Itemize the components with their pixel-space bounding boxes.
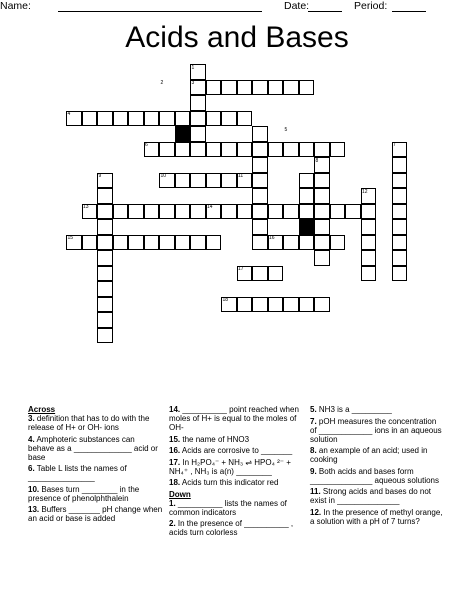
grid-cell[interactable] (97, 188, 113, 204)
clue-num: 14. (169, 405, 181, 414)
grid-cell[interactable] (82, 235, 98, 251)
name-field[interactable] (58, 11, 262, 12)
clue-number: 4 (67, 111, 71, 117)
clue-number: 12 (362, 188, 368, 195)
clue-num: 6. (28, 464, 35, 473)
clue-item (169, 405, 304, 432)
grid-cell[interactable] (237, 142, 253, 158)
grid-cell[interactable] (268, 142, 284, 158)
down-clues-column (310, 405, 445, 528)
grid-cell[interactable] (330, 235, 346, 251)
grid-cell[interactable] (159, 142, 175, 158)
grid-cell[interactable] (392, 219, 408, 235)
grid-cell[interactable] (190, 80, 206, 96)
grid-cell[interactable] (97, 173, 113, 189)
grid-cell[interactable] (268, 235, 284, 251)
clue-num: 2. (169, 519, 176, 528)
grid-cell[interactable] (190, 111, 206, 127)
clue-num: 15. (169, 434, 181, 444)
grid-cell[interactable] (221, 297, 237, 313)
grid-cell[interactable] (97, 111, 113, 127)
grid-cell[interactable] (314, 235, 330, 251)
clue-item (169, 478, 304, 487)
grid-cell[interactable] (175, 111, 191, 127)
grid-cell[interactable] (97, 297, 113, 313)
grid-cell[interactable] (314, 250, 330, 266)
grid-cell[interactable] (252, 173, 268, 189)
grid-cell[interactable] (314, 219, 330, 235)
clue-num: 18. (169, 478, 181, 487)
period-field[interactable] (392, 11, 426, 12)
grid-cell[interactable] (66, 235, 82, 251)
clue-text: __________ point reached when moles of H+ is equal to the moles of OH- (169, 405, 299, 432)
grid-cell[interactable] (206, 235, 222, 251)
grid-cell[interactable] (252, 80, 268, 96)
grid-cell[interactable] (175, 142, 191, 158)
clue-text: Buffers _______ pH change when an acid or base is added (28, 505, 163, 523)
clue-item (310, 487, 445, 505)
clue-num: 7. (310, 416, 317, 426)
grid-cell[interactable] (252, 235, 268, 251)
grid-cell[interactable] (361, 188, 377, 204)
clue-item (310, 417, 445, 444)
clue-number: 5 (284, 126, 288, 133)
grid-cell[interactable] (299, 173, 315, 189)
grid-cell[interactable] (252, 188, 268, 204)
clue-number: 10 (160, 173, 167, 179)
clue-num: 4. (28, 434, 35, 444)
clue-num: 9. (310, 466, 317, 476)
grid-cell[interactable] (175, 235, 191, 251)
clue-text: In the presence of __________ , acids turn colorless (169, 519, 294, 537)
grid-cell[interactable] (97, 312, 113, 328)
across-clues-column (28, 405, 163, 526)
grid-cell[interactable] (97, 266, 113, 282)
grid-cell[interactable] (221, 80, 237, 96)
grid-cell[interactable] (113, 111, 129, 127)
clue-text: Both acids and bases form ______________ aqueous solutions (310, 466, 440, 485)
grid-cell[interactable] (252, 157, 268, 173)
clue-num: 13. (28, 505, 40, 514)
clue-item (28, 435, 163, 462)
grid-cell[interactable] (190, 142, 206, 158)
grid-cell[interactable] (392, 235, 408, 251)
grid-cell[interactable] (314, 297, 330, 313)
grid-cell[interactable] (299, 235, 315, 251)
grid-cell[interactable] (237, 204, 253, 220)
clue-text: Bases turn ________ in the presence of phenolphthalein (28, 484, 140, 503)
grid-cell[interactable] (237, 111, 253, 127)
clue-text: pOH measures the concentration of ____________ ions in an aqueous solution (310, 416, 442, 444)
clue-number: 14 (207, 204, 213, 210)
clue-num: 12. (310, 507, 322, 517)
grid-cell[interactable] (392, 204, 408, 220)
grid-cell[interactable] (283, 204, 299, 220)
grid-cell[interactable] (97, 235, 113, 251)
clue-num: 17. (169, 457, 181, 467)
clue-item (169, 499, 304, 517)
grid-cell[interactable] (221, 204, 237, 220)
clue-text: Amphoteric substances can behave as a _____________ acid or base (28, 434, 158, 462)
clue-number: 15 (67, 235, 74, 241)
clue-number: 1 (191, 64, 195, 71)
name-label: Name: (0, 0, 31, 12)
grid-block (175, 126, 191, 142)
clue-section-heading: Down (169, 489, 191, 499)
grid-cell[interactable] (283, 142, 299, 158)
clue-number: 7 (393, 142, 396, 148)
grid-cell[interactable] (268, 266, 284, 282)
grid-cell[interactable] (237, 297, 253, 313)
grid-cell[interactable] (361, 235, 377, 251)
date-field[interactable] (308, 11, 342, 12)
clue-item (28, 485, 163, 503)
clue-num: 8. (310, 446, 317, 455)
grid-cell[interactable] (206, 80, 222, 96)
grid-cell[interactable] (237, 266, 253, 282)
grid-cell[interactable] (82, 204, 98, 220)
clue-number: 11 (238, 173, 244, 179)
clue-item (310, 508, 445, 526)
grid-cell[interactable] (144, 204, 160, 220)
grid-cell[interactable] (159, 173, 175, 189)
clue-text: In H₂PO₄⁻ + NH₃ ⇌ HPO₄ ²⁻ + NH₄⁺ , NH₃ is a(n) ________ (169, 457, 291, 476)
grid-cell[interactable] (113, 204, 129, 220)
grid-cell[interactable] (221, 142, 237, 158)
grid-cell[interactable] (392, 266, 408, 282)
grid-cell[interactable] (221, 111, 237, 127)
clue-text: definition that has to do with the release of H+ or OH- ions (28, 414, 150, 432)
clue-number: 13 (83, 204, 89, 210)
grid-cell[interactable] (97, 328, 113, 344)
clue-text: Table L lists the names of _______________ (28, 464, 127, 482)
grid-cell[interactable] (252, 142, 268, 158)
grid-cell[interactable] (97, 250, 113, 266)
grid-cell[interactable] (237, 173, 253, 189)
page-title: Acids and Bases (125, 21, 349, 54)
grid-cell[interactable] (392, 173, 408, 189)
grid-cell[interactable] (299, 142, 315, 158)
clue-section-heading: Across (28, 405, 56, 414)
grid-cell[interactable] (268, 80, 284, 96)
date-label: Date: (284, 0, 310, 12)
grid-cell[interactable] (345, 204, 361, 220)
clue-text: the name of HNO3 (182, 434, 250, 444)
clue-item (169, 458, 304, 476)
grid-cell[interactable] (330, 142, 346, 158)
grid-cell[interactable] (66, 111, 82, 127)
clue-number: 3 (191, 80, 195, 86)
grid-cell[interactable] (175, 173, 191, 189)
grid-cell[interactable] (361, 250, 377, 266)
clue-number: 9 (98, 173, 102, 179)
grid-cell[interactable] (252, 126, 268, 142)
clue-text: Strong acids and bases do not exist in ______________ (310, 487, 431, 505)
grid-cell[interactable] (190, 204, 206, 220)
grid-cell[interactable] (144, 235, 160, 251)
grid-cell[interactable] (97, 204, 113, 220)
clue-number: 17 (238, 266, 244, 272)
grid-cell[interactable] (206, 204, 222, 220)
grid-cell[interactable] (252, 219, 268, 235)
clue-text: In the presence of methyl orange, a solution with a pH of 7 turns? (310, 507, 443, 526)
clue-text: an example of an acid; used in cooking (310, 446, 428, 464)
grid-cell[interactable] (299, 204, 315, 220)
grid-cell[interactable] (392, 250, 408, 266)
clue-text: __________ lists the names of common indicators (169, 498, 287, 517)
grid-cell[interactable] (330, 204, 346, 220)
period-label: Period: (354, 0, 388, 12)
grid-cell[interactable] (252, 204, 268, 220)
grid-cell[interactable] (82, 111, 98, 127)
clue-num: 1. (169, 498, 176, 508)
grid-cell[interactable] (283, 297, 299, 313)
grid-cell[interactable] (314, 204, 330, 220)
grid-cell[interactable] (252, 266, 268, 282)
clue-text: NH3 is a _________ (318, 405, 392, 414)
grid-cell[interactable] (190, 173, 206, 189)
grid-cell[interactable] (283, 235, 299, 251)
grid-cell[interactable] (268, 204, 284, 220)
clues-column-middle (169, 405, 304, 540)
clue-num: 5. (310, 405, 317, 414)
grid-cell[interactable] (314, 142, 330, 158)
grid-cell[interactable] (314, 173, 330, 189)
grid-cell[interactable] (299, 80, 315, 96)
grid-cell[interactable] (159, 111, 175, 127)
clue-text: Acids are corrosive to _______ (181, 446, 293, 455)
grid-cell[interactable] (237, 80, 253, 96)
grid-cell[interactable] (206, 173, 222, 189)
grid-cell[interactable] (268, 297, 284, 313)
worksheet-header (0, 0, 474, 14)
clue-item (28, 464, 163, 482)
grid-cell[interactable] (97, 219, 113, 235)
clue-item (169, 435, 304, 444)
grid-cell[interactable] (392, 157, 408, 173)
grid-cell[interactable] (144, 142, 160, 158)
clue-text: Acids turn this indicator red (181, 478, 279, 487)
grid-cell[interactable] (190, 95, 206, 111)
grid-cell[interactable] (159, 235, 175, 251)
clue-number: 6 (145, 142, 148, 148)
grid-cell[interactable] (175, 204, 191, 220)
clue-item (28, 414, 163, 432)
grid-cell[interactable] (361, 219, 377, 235)
clue-number: 2 (160, 80, 164, 86)
grid-cell[interactable] (144, 111, 160, 127)
grid-cell[interactable] (299, 188, 315, 204)
grid-cell[interactable] (128, 204, 144, 220)
grid-cell[interactable] (190, 64, 206, 80)
grid-block (299, 219, 315, 235)
clue-num: 10. (28, 484, 40, 494)
grid-cell[interactable] (392, 142, 408, 158)
grid-cell[interactable] (159, 204, 175, 220)
clue-item (169, 446, 304, 455)
grid-cell[interactable] (361, 204, 377, 220)
grid-cell[interactable] (190, 126, 206, 142)
clue-number: 8 (315, 157, 319, 164)
clue-number: 16 (269, 235, 275, 241)
clue-item (310, 405, 445, 414)
grid-cell[interactable] (299, 297, 315, 313)
grid-cell[interactable] (97, 281, 113, 297)
grid-cell[interactable] (314, 157, 330, 173)
clue-item (310, 446, 445, 464)
grid-cell[interactable] (206, 142, 222, 158)
clue-item (28, 505, 163, 523)
clue-item (310, 467, 445, 485)
grid-cell[interactable] (283, 80, 299, 96)
clue-num: 11. (310, 487, 321, 496)
grid-cell[interactable] (190, 235, 206, 251)
clue-item (169, 519, 304, 537)
clue-number: 18 (222, 297, 229, 303)
grid-cell[interactable] (113, 235, 129, 251)
grid-cell[interactable] (128, 111, 144, 127)
grid-cell[interactable] (206, 111, 222, 127)
grid-cell[interactable] (221, 173, 237, 189)
grid-cell[interactable] (392, 188, 408, 204)
clue-num: 3. (28, 414, 35, 423)
clue-num: 16. (169, 446, 181, 455)
grid-cell[interactable] (361, 266, 377, 282)
grid-cell[interactable] (314, 188, 330, 204)
grid-cell[interactable] (128, 235, 144, 251)
grid-cell[interactable] (252, 297, 268, 313)
